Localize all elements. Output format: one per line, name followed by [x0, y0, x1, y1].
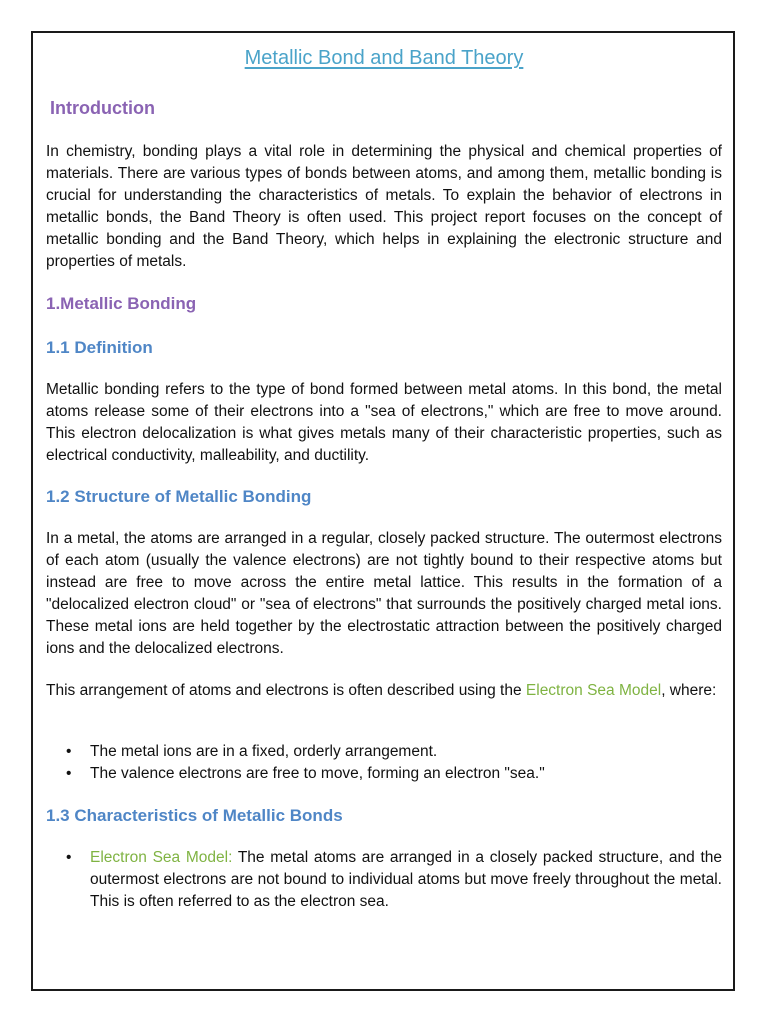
bullet-term: Electron Sea Model:	[90, 849, 233, 866]
heading-introduction: Introduction	[50, 98, 155, 118]
list-item	[46, 741, 722, 763]
electron-sea-model-term: Electron Sea Model	[525, 682, 662, 699]
bullet-icon: •	[66, 849, 72, 866]
paragraph-structure: In a metal, the atoms are arranged in a regular, closely packed structure. The outermost electrons of each atom (usually the valence electrons) are not tightly bound to their respective atoms but instead are free to move across the entire metal lattice. This results in the formation of a "delocalized electron cloud" or "sea of electrons" that surrounds the positively charged metal ions. These metal ions are held together by the electrostatic attraction between the positively charged ions and the delocalized electrons.	[46, 530, 722, 657]
bullet-icon: •	[66, 743, 72, 760]
list-item-text: The metal ions are in a fixed, orderly arrangement.	[90, 743, 438, 760]
heading-structure: 1.2 Structure of Metallic Bonding	[46, 487, 312, 506]
heading-metallic-bonding: 1.Metallic Bonding	[46, 294, 197, 313]
structure-bullet-list	[46, 741, 722, 785]
heading-characteristics: 1.3 Characteristics of Metallic Bonds	[46, 806, 343, 825]
model-intro-before: This arrangement of atoms and electrons is often described using the	[46, 682, 526, 699]
paragraph-introduction: In chemistry, bonding plays a vital role in determining the physical and chemical properties of materials. There are various types of bonds between atoms, and among them, metallic bonding is crucial for understanding the characteristics of metals. To explain the behavior of electrons in metallic bonds, the Band Theory is often used. This project report focuses on the concept of metallic bonding and the Band Theory, which helps in explaining the electronic structure and properties of metals.	[46, 143, 722, 270]
heading-definition: 1.1 Definition	[46, 338, 153, 357]
characteristics-bullet-list	[46, 847, 722, 913]
paragraph-electron-sea-model	[46, 680, 722, 702]
document-title: Metallic Bond and Band Theory	[244, 47, 524, 69]
list-item	[46, 847, 722, 913]
bullet-text: The metal atoms are arranged in a closely packed structure, and the outermost electrons are not bound to individual atoms but move freely throughout the metal. This is often referred to as the electron sea.	[90, 849, 722, 910]
bullet-icon: •	[66, 765, 72, 782]
list-item-text: The valence electrons are free to move, forming an electron "sea."	[90, 765, 545, 782]
model-intro-after: , where:	[661, 682, 717, 699]
list-item	[46, 763, 722, 785]
paragraph-definition: Metallic bonding refers to the type of bond formed between metal atoms. In this bond, the metal atoms release some of their electrons into a "sea of electrons," which are free to move around. This electron delocalization is what gives metals many of their characteristic properties, such as electrical conductivity, malleability, and ductility.	[46, 381, 722, 464]
